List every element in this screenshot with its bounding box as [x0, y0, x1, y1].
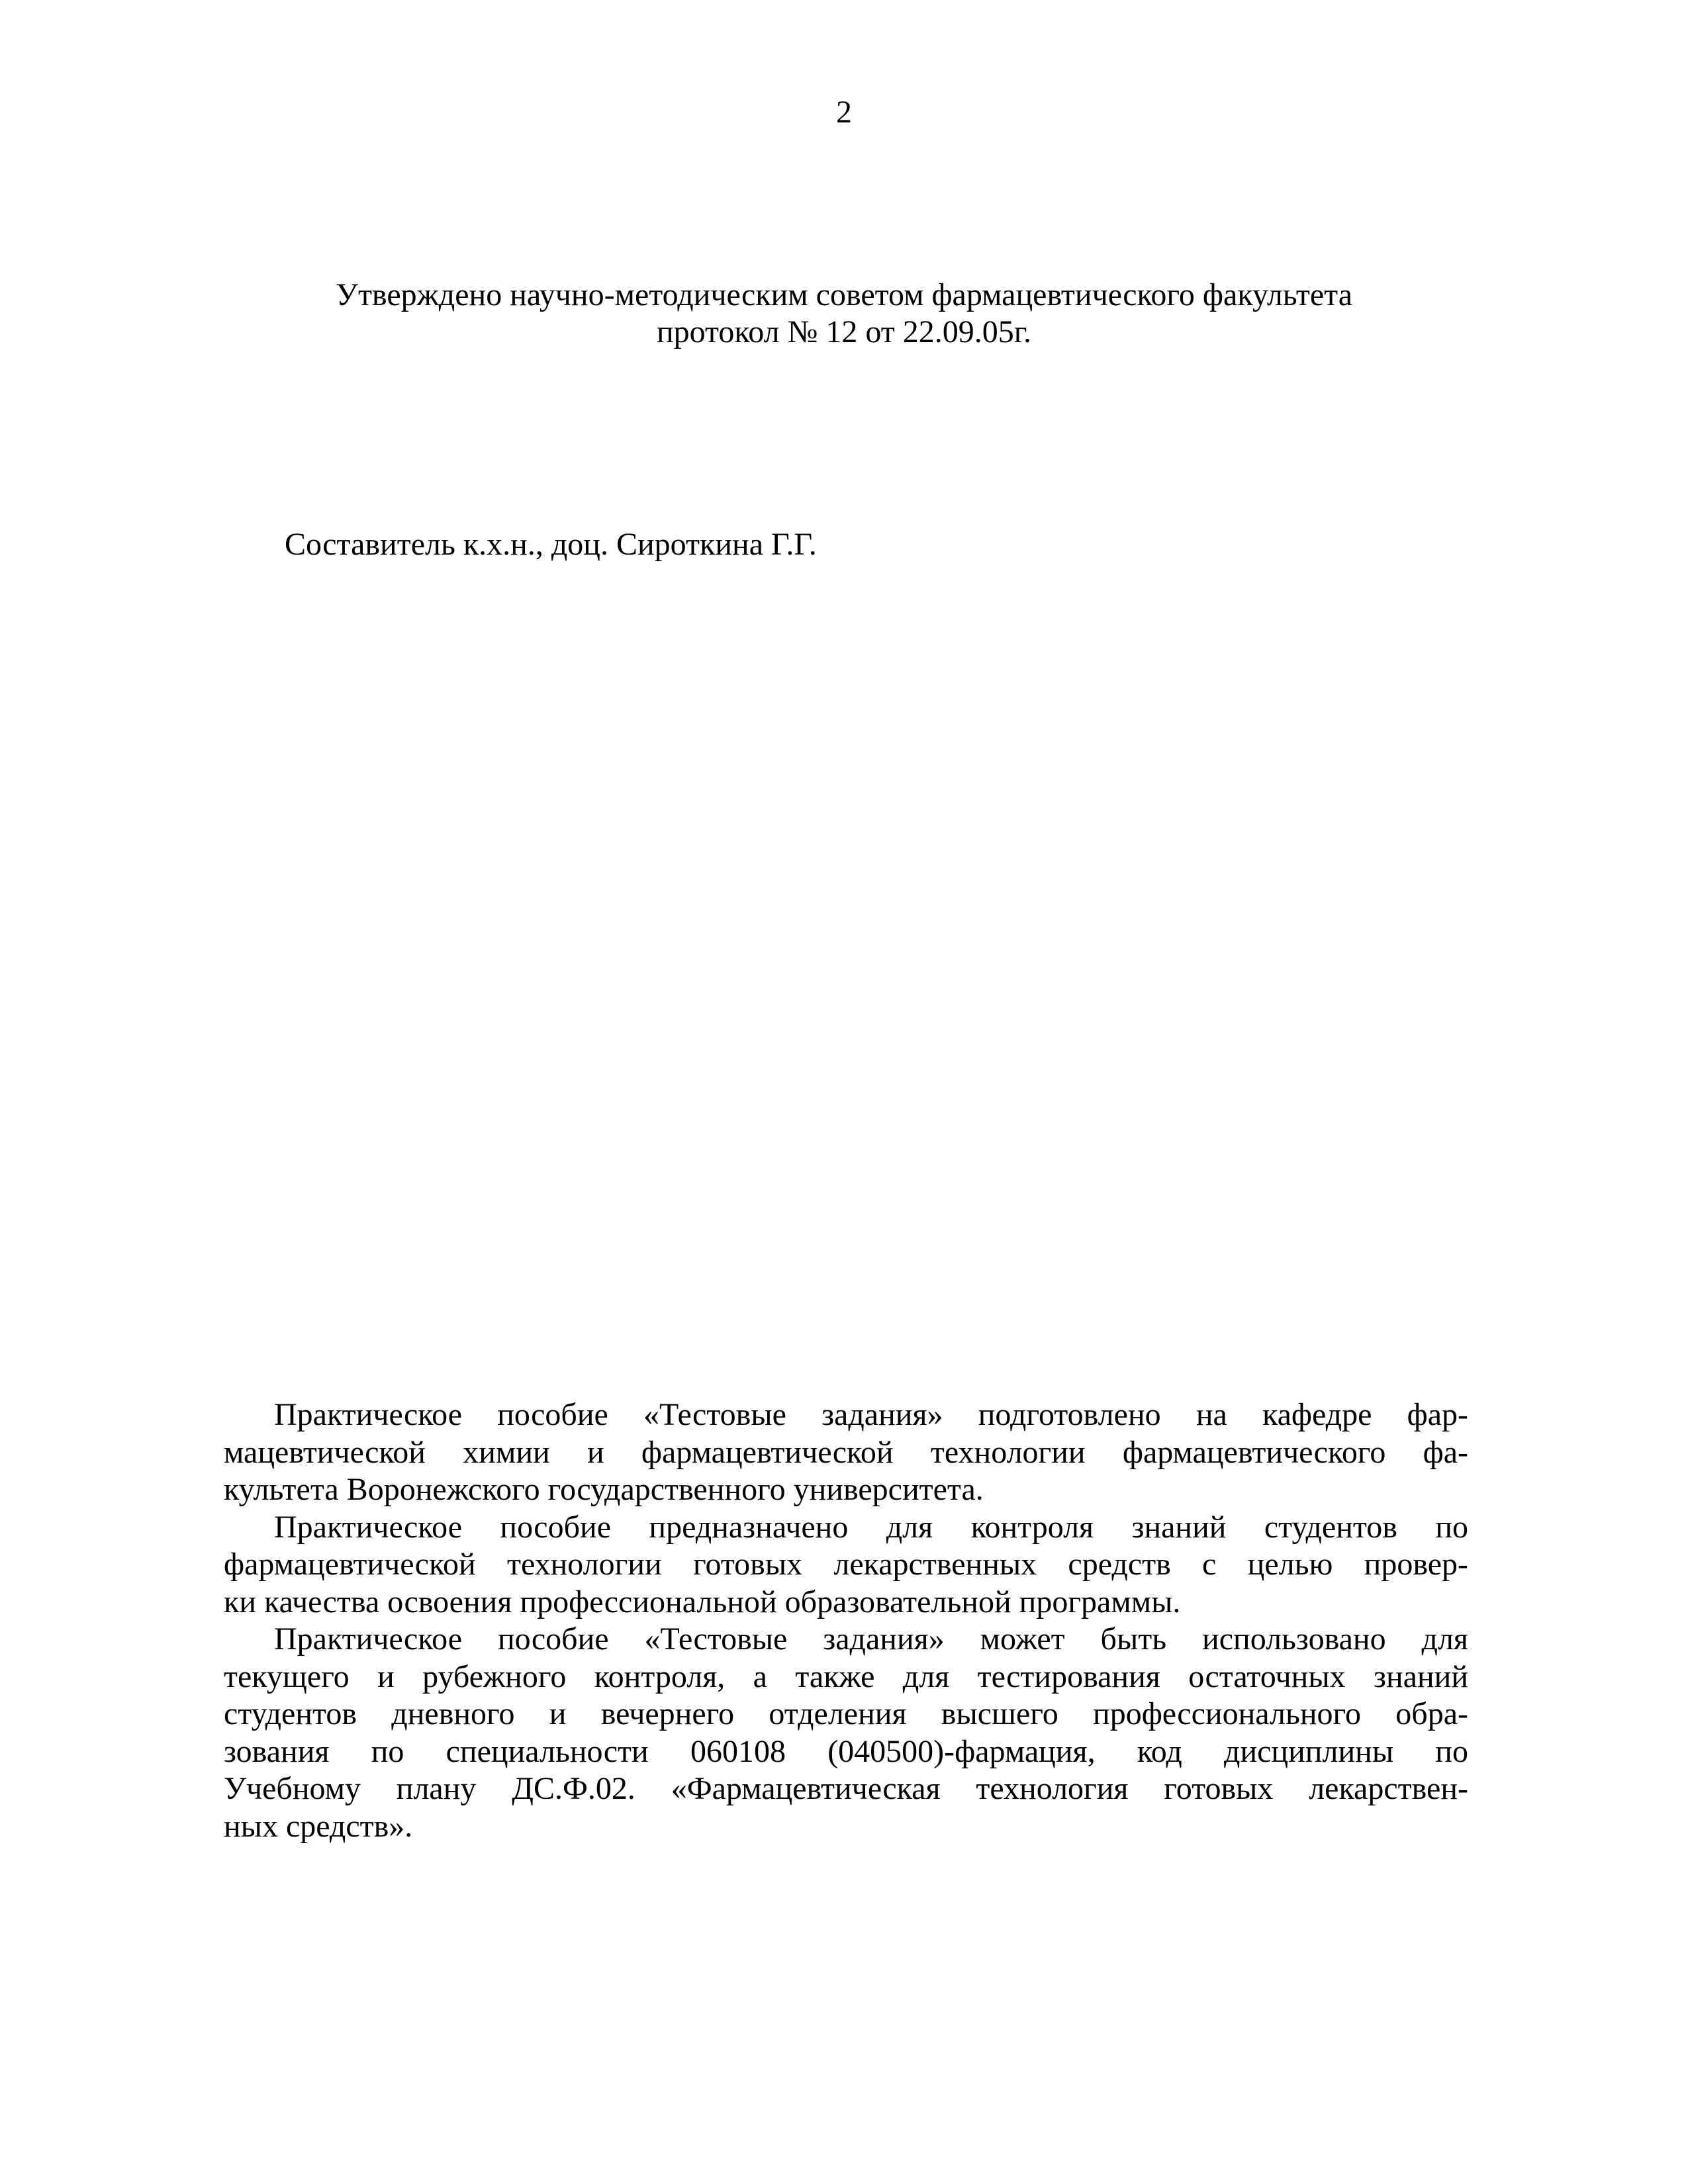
approval-line-1: Утверждено научно-методическим советом фармацевтического факультета — [335, 277, 1353, 312]
paragraph-1 — [224, 1396, 1468, 1509]
text-line: ки качества освоения профессиональной образовательной программы. — [224, 1584, 1181, 1619]
paragraph-2 — [224, 1509, 1468, 1621]
text-line: Практическое пособие «Тестовые задания» подготовлено на кафедре фар- — [274, 1397, 1468, 1432]
approval-line-2: протокол № 12 от 22.09.05г. — [656, 314, 1031, 349]
text-line: зования по специальности 060108 (040500)-фармация, код дисциплины по — [224, 1733, 1468, 1769]
text-line: Практическое пособие предназначено для контроля знаний студентов по — [274, 1509, 1468, 1545]
text-line: мацевтической химии и фармацевтической технологии фармацевтического фа- — [224, 1434, 1468, 1470]
text-line: текущего и рубежного контроля, а также для тестирования остаточных знаний — [224, 1659, 1468, 1694]
approval-notice — [199, 277, 1489, 351]
text-line: Практическое пособие «Тестовые задания» может быть использовано для — [274, 1621, 1468, 1657]
page-number: 2 — [836, 95, 852, 130]
text-line: ных средств». — [224, 1808, 413, 1844]
text-line: фармацевтической технологии готовых лекарственных средств с целью провер- — [224, 1547, 1468, 1582]
paragraph-3 — [224, 1621, 1468, 1845]
compiler-credit: Составитель к.х.н., доц. Сироткина Г.Г. — [285, 527, 817, 562]
annotation-text — [224, 1396, 1468, 1845]
text-line: студентов дневного и вечернего отделения высшего профессионального обра- — [224, 1696, 1468, 1731]
text-line: культета Воронежского государственного университета. — [224, 1472, 984, 1507]
text-line: Учебному плану ДС.Ф.02. «Фармацевтическая технология готовых лекарствен- — [224, 1771, 1468, 1806]
